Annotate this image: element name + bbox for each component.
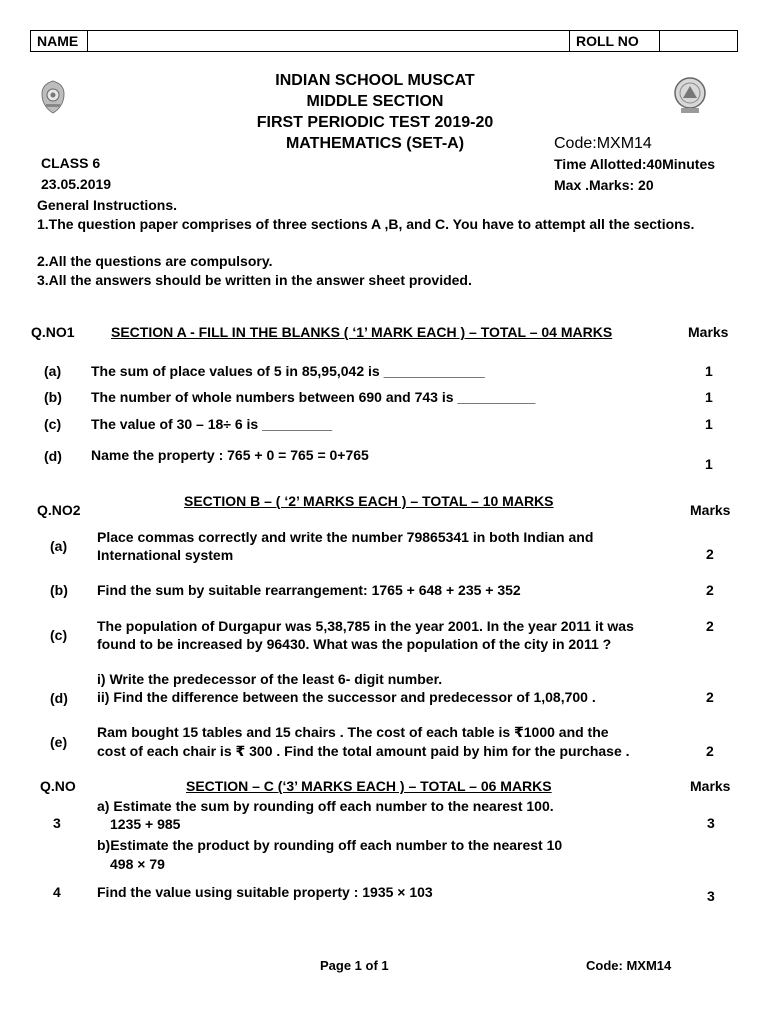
instructions-title: General Instructions. [37,197,178,213]
instruction-3: 3.All the answers should be written in the answer sheet provided. [37,272,472,288]
test-name: FIRST PERIODIC TEST 2019-20 [256,114,494,131]
question-text-line2: ii) Find the difference between the successor and predecessor of 1,08,700 . [97,689,596,705]
question-marks: 2 [706,582,714,598]
question-label: (c) [50,627,68,643]
question-part-b-expr: 498 × 79 [110,856,165,872]
section-a-qno: Q.NO1 [31,324,75,340]
name-field[interactable] [88,31,570,51]
question-label: (a) [50,538,68,554]
question-text-line2: cost of each chair is ₹ 300 . Find the total amount paid by him for the purchase . [97,743,630,759]
question-label: 3 [53,815,61,831]
section-c-qno: Q.NO [40,778,76,794]
exam-date: 23.05.2019 [41,176,112,192]
question-part-a: a) Estimate the sum by rounding off each number to the nearest 100. [97,798,554,814]
footer-code: Code: MXM14 [586,958,672,973]
question-marks: 1 [705,389,713,405]
question-marks: 1 [705,456,713,472]
section-a-title: SECTION A - FILL IN THE BLANKS ( ‘1’ MARK EACH ) – TOTAL – 04 MARKS [111,324,613,340]
subject-name: MATHEMATICS (SET-A) [285,135,465,152]
time-allotted: Time Allotted:40Minutes [554,156,716,172]
question-marks: 2 [706,618,714,634]
question-text-line1: Find the sum by suitable rearrangement: 1765 + 648 + 235 + 352 [97,582,521,598]
question-marks: 3 [707,888,715,904]
instruction-2: 2.All the questions are compulsory. [37,253,273,269]
class-label: CLASS 6 [41,155,101,171]
question-text-line1: Place commas correctly and write the number 79865341 in both Indian and [97,529,594,545]
question-text-line2: found to be increased by 96430. What was the population of the city in 2011 ? [97,636,612,652]
question-label: (b) [44,389,62,405]
question-text: Name the property : 765 + 0 = 765 = 0+765 [91,447,369,463]
max-marks: Max .Marks: 20 [554,177,654,193]
question-label: (d) [44,448,62,464]
page-number: Page 1 of 1 [320,958,389,973]
question-label: (c) [44,416,62,432]
question-marks: 2 [706,689,714,705]
question-part-b: b)Estimate the product by rounding off each number to the nearest 10 [97,837,563,853]
question-marks: 2 [706,743,714,759]
question-label: (a) [44,363,62,379]
section-c-marks-label: Marks [690,778,731,794]
question-text-line1: The population of Durgapur was 5,38,785 in the year 2001. In the year 2011 it was [97,618,634,634]
question-marks: 1 [705,416,713,432]
school-emblem-icon [40,80,66,117]
question-marks: 2 [706,546,714,562]
school-section: MIDDLE SECTION [306,93,444,110]
section-b-title: SECTION B – ( ‘2’ MARKS EACH ) – TOTAL – 10 MARKS [184,493,554,509]
question-text: The value of 30 – 18÷ 6 is _________ [91,416,333,432]
paper-code: Code:MXM14 [554,135,652,152]
question-label: (e) [50,734,68,750]
question-text: Find the value using suitable property : 1935 × 103 [97,884,433,900]
section-c-title: SECTION – C (‘3’ MARKS EACH ) – TOTAL – 06 MARKS [186,778,552,794]
roll-label: ROLL NO [570,31,660,51]
question-label: 4 [53,884,61,900]
question-text-line1: i) Write the predecessor of the least 6- digit number. [97,671,443,687]
section-a-marks-label: Marks [688,324,729,340]
question-text-line2: International system [97,547,234,563]
question-text: The sum of place values of 5 in 85,95,042 is _____________ [91,363,485,379]
roll-field[interactable] [660,31,737,51]
instruction-1: 1.The question paper comprises of three sections A ,B, and C. You have to attempt all the sections. [37,216,695,232]
section-b-marks-label: Marks [690,502,731,518]
student-header-table [30,30,738,52]
question-marks: 3 [707,815,715,831]
school-name: INDIAN SCHOOL MUSCAT [275,72,475,89]
question-text: The number of whole numbers between 690 and 743 is __________ [91,389,536,405]
nabet-logo-icon [672,76,708,119]
name-label: NAME [31,31,88,51]
question-label: (d) [50,690,68,706]
question-marks: 1 [705,363,713,379]
question-part-a-expr: 1235 + 985 [110,816,181,832]
question-text-line1: Ram bought 15 tables and 15 chairs . The cost of each table is ₹1000 and the [97,724,609,740]
question-label: (b) [50,582,68,598]
section-b-qno: Q.NO2 [37,502,81,518]
